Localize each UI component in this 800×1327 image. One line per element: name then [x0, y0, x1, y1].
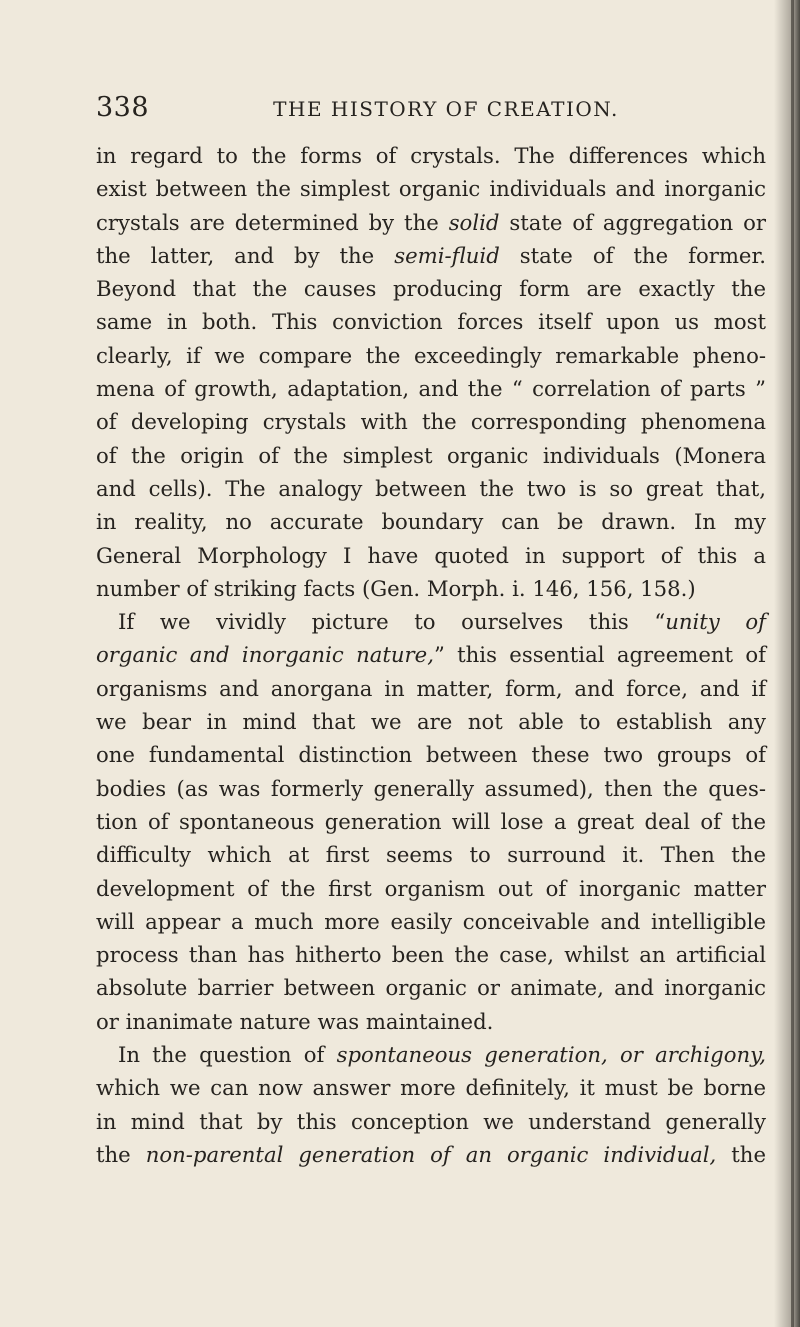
text-line — [96, 239, 766, 272]
text-line: tion of spontaneous generation will lose a great deal of the — [96, 808, 766, 834]
text-line: of developing crystals with the corresponding phenomena — [96, 409, 766, 435]
text-line: mena of growth, adaptation, and the “ correlation of parts ” — [96, 376, 766, 402]
running-head — [96, 92, 756, 126]
italic-segment: spontaneous generation, or archigony, — [336, 1042, 766, 1068]
text-segment: the latter, and by the — [96, 242, 395, 268]
text-line — [96, 605, 766, 638]
text-segment: the — [716, 1141, 766, 1167]
page-number: 338 — [96, 92, 150, 123]
text-line: exist between the simplest organic individuals and inorganic — [96, 176, 766, 202]
text-line: we bear in mind that we are not able to establish any — [96, 709, 766, 735]
text-segment: ” this essential agreement of — [433, 642, 766, 668]
text-line: process than has hitherto been the case, whilst an artificial — [96, 942, 766, 968]
text-line: General Morphology I have quoted in support of this a — [96, 542, 766, 568]
book-spine-edge — [791, 0, 794, 1327]
text-line: in reality, no accurate boundary can be drawn. In my — [96, 509, 766, 535]
text-line — [96, 206, 766, 239]
italic-segment: organic and inorganic nature, — [96, 642, 434, 668]
text-line: absolute barrier between organic or animate, and inorganic — [96, 975, 766, 1001]
page-edge-shadow — [774, 0, 800, 1327]
text-segment: state of the former. — [499, 242, 766, 268]
text-line: in regard to the forms of crystals. The differences which — [96, 143, 766, 168]
running-title: THE HISTORY OF CREATION. — [273, 97, 619, 121]
italic-segment: non-parental generation of an organic individual, — [145, 1141, 717, 1167]
text-line: difficulty which at first seems to surround it. Then the — [96, 842, 766, 868]
text-line: which we can now answer more definitely, it must be borne — [96, 1075, 766, 1101]
text-line: in mind that by this conception we understand generally — [96, 1108, 766, 1134]
text-segment: In the question of — [118, 1042, 337, 1068]
text-line: one fundamental distinction between these two groups of — [96, 742, 766, 768]
text-line: of the origin of the simplest organic individuals (Monera — [96, 442, 766, 468]
text-segment: the — [96, 1141, 146, 1167]
text-line: development of the first organism out of inorganic matter — [96, 875, 766, 901]
text-line — [96, 638, 766, 671]
text-line: will appear a much more easily conceivable and intelligible — [96, 908, 766, 934]
body-text — [96, 139, 766, 1171]
text-line: same in both. This conviction forces itself upon us most — [96, 309, 766, 335]
text-line: clearly, if we compare the exceedingly remarkable pheno- — [96, 342, 766, 368]
italic-segment: solid — [448, 209, 500, 235]
text-line: Beyond that the causes producing form are exactly the — [96, 276, 766, 302]
text-line: number of striking facts (Gen. Morph. i. 146, 156, 158.) — [96, 575, 696, 601]
italic-segment: semi-fluid — [394, 242, 500, 268]
text-line: bodies (as was formerly generally assumed), then the ques- — [96, 775, 766, 801]
text-line: and cells). The analogy between the two is so great that, — [96, 475, 766, 501]
text-line — [96, 1138, 766, 1171]
text-segment: crystals are determined by the — [96, 209, 449, 235]
text-line: organisms and anorgana in matter, form, and force, and if — [96, 675, 766, 701]
text-segment: If we vividly picture to ourselves this “ — [118, 609, 666, 635]
text-segment: state of aggregation or — [499, 209, 766, 235]
text-line — [96, 1038, 766, 1071]
text-line: or inanimate nature was maintained. — [96, 1008, 494, 1034]
italic-segment: unity of — [665, 609, 767, 635]
